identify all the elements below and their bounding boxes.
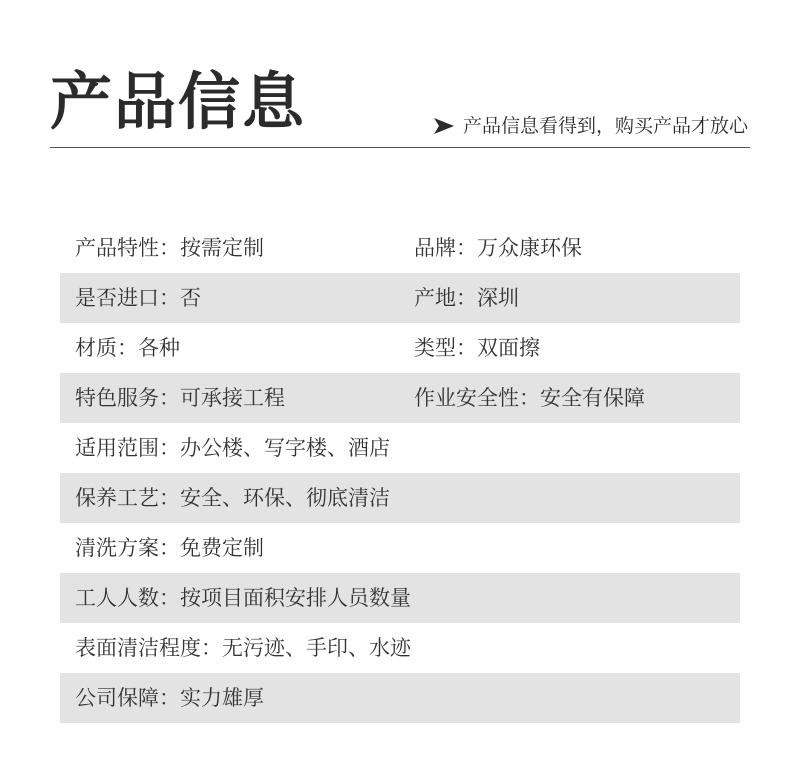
table-row: [60, 473, 740, 523]
arrow-right-icon: [433, 117, 455, 135]
cell-right: 类型：双面擦: [414, 336, 540, 360]
table-row: [60, 623, 740, 673]
product-info-table: [60, 223, 740, 723]
cell-left: 清洗方案：免费定制: [75, 536, 264, 560]
table-row: [60, 523, 740, 573]
cell-left: 表面清洁程度：无污迹、手印、水迹: [75, 636, 411, 660]
cell-left: 工人人数：按项目面积安排人员数量: [75, 586, 411, 610]
cell-right: 作业安全性：安全有保障: [414, 386, 645, 410]
cell-left: 材质：各种: [75, 336, 180, 360]
slogan: [433, 112, 748, 140]
section-header: [0, 0, 800, 160]
cell-left: 产品特性：按需定制: [75, 236, 264, 260]
table-row: [60, 223, 740, 273]
cell-left: 适用范围：办公楼、写字楼、酒店: [75, 436, 390, 460]
table-row: [60, 273, 740, 323]
table-row: [60, 673, 740, 723]
slogan-text: 产品信息看得到，购买产品才放心: [462, 115, 748, 137]
table-row: [60, 423, 740, 473]
cell-left: 公司保障：实力雄厚: [75, 686, 264, 710]
cell-left: 保养工艺：安全、环保、彻底清洁: [75, 486, 390, 510]
table-row: [60, 373, 740, 423]
table-row: [60, 323, 740, 373]
cell-right: 产地：深圳: [414, 286, 519, 310]
cell-left: 特色服务：可承接工程: [75, 386, 285, 410]
cell-left: 是否进口：否: [75, 286, 201, 310]
table-row: [60, 573, 740, 623]
header-divider: [50, 147, 750, 148]
page-title: 产品信息: [50, 65, 307, 138]
cell-right: 品牌：万众康环保: [414, 236, 582, 260]
